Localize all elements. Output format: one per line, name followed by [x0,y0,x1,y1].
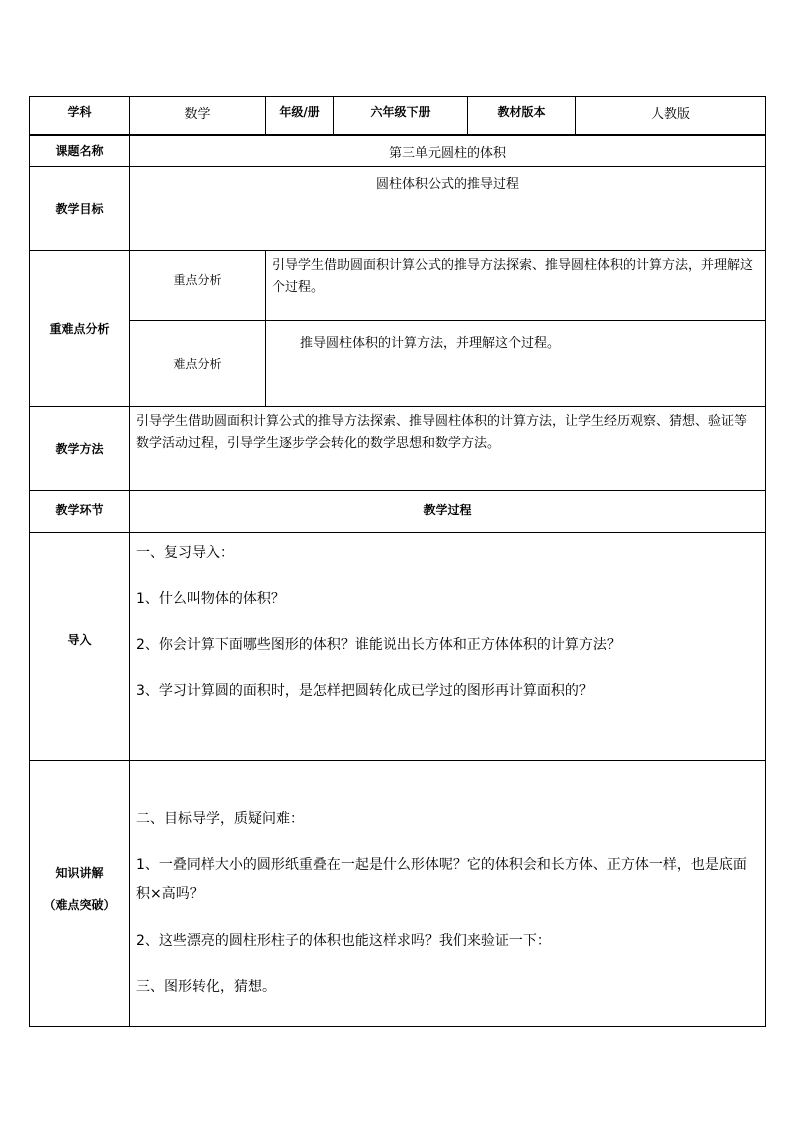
knowledge-label-line: 知识讲解 [55,866,104,880]
process-stage-label: 教学环节 [30,491,130,533]
knowledge-line: 1、一叠同样大小的圆形纸重叠在一起是什么形体呢？它的体积会和长方体、正方体一样，也是底面积×高吗？ [136,857,747,902]
analysis-label: 重难点分析 [30,251,130,407]
goal-value: 圆柱体积公式的推导过程 [130,167,766,251]
intro-label: 导入 [30,533,130,761]
knowledge-line: 三、图形转化，猜想。 [136,979,276,995]
lesson-label: 课题名称 [30,135,130,167]
lesson-row [30,135,766,167]
goal-row [30,167,766,251]
process-header-row [30,491,766,533]
knowledge-line: 2、这些漂亮的圆柱形柱子的体积也能这样求吗？我们来验证一下： [136,933,551,949]
intro-line: 1、什么叫物体的体积？ [136,591,285,607]
key-point-value: 引导学生借助圆面积计算公式的推导方法探索、推导圆柱体积的计算方法，并理解这个过程。 [266,251,766,321]
method-value: 引导学生借助圆面积计算公式的推导方法探索、推导圆柱体积的计算方法，让学生经历观察、猜想、验证等数学活动过程，引导学生逐步学会转化的数学思想和数学方法。 [130,407,766,491]
knowledge-line: 二、目标导学，质疑问难： [136,811,304,827]
intro-row [30,533,766,761]
knowledge-label-line: （难点突破） [43,898,116,912]
goal-label: 教学目标 [30,167,130,251]
edition-label: 教材版本 [468,97,576,135]
subject-value: 数学 [130,97,266,135]
hard-point-row [30,321,766,407]
key-point-label: 重点分析 [130,251,266,321]
knowledge-label [30,761,130,1027]
edition-value: 人教版 [576,97,766,135]
lesson-value: 第三单元圆柱的体积 [130,135,766,167]
grade-label: 年级/册 [266,97,334,135]
lesson-plan-table [29,96,766,1027]
intro-line: 3、学习计算圆的面积时，是怎样把圆转化成已学过的图形再计算面积的？ [136,683,593,699]
process-value-label: 教学过程 [130,491,766,533]
intro-line: 一、复习导入： [136,545,234,561]
intro-line: 2、你会计算下面哪些图形的体积？谁能说出长方体和正方体体积的计算方法？ [136,637,621,653]
grade-value: 六年级下册 [334,97,468,135]
knowledge-row [30,761,766,1027]
method-row [30,407,766,491]
hard-point-label: 难点分析 [130,321,266,407]
key-point-row [30,251,766,321]
intro-content [130,533,766,761]
knowledge-content [130,761,766,1027]
header-row [30,97,766,135]
hard-point-value: 推导圆柱体积的计算方法，并理解这个过程。 [266,321,766,407]
subject-label: 学科 [30,97,130,135]
method-label: 教学方法 [30,407,130,491]
